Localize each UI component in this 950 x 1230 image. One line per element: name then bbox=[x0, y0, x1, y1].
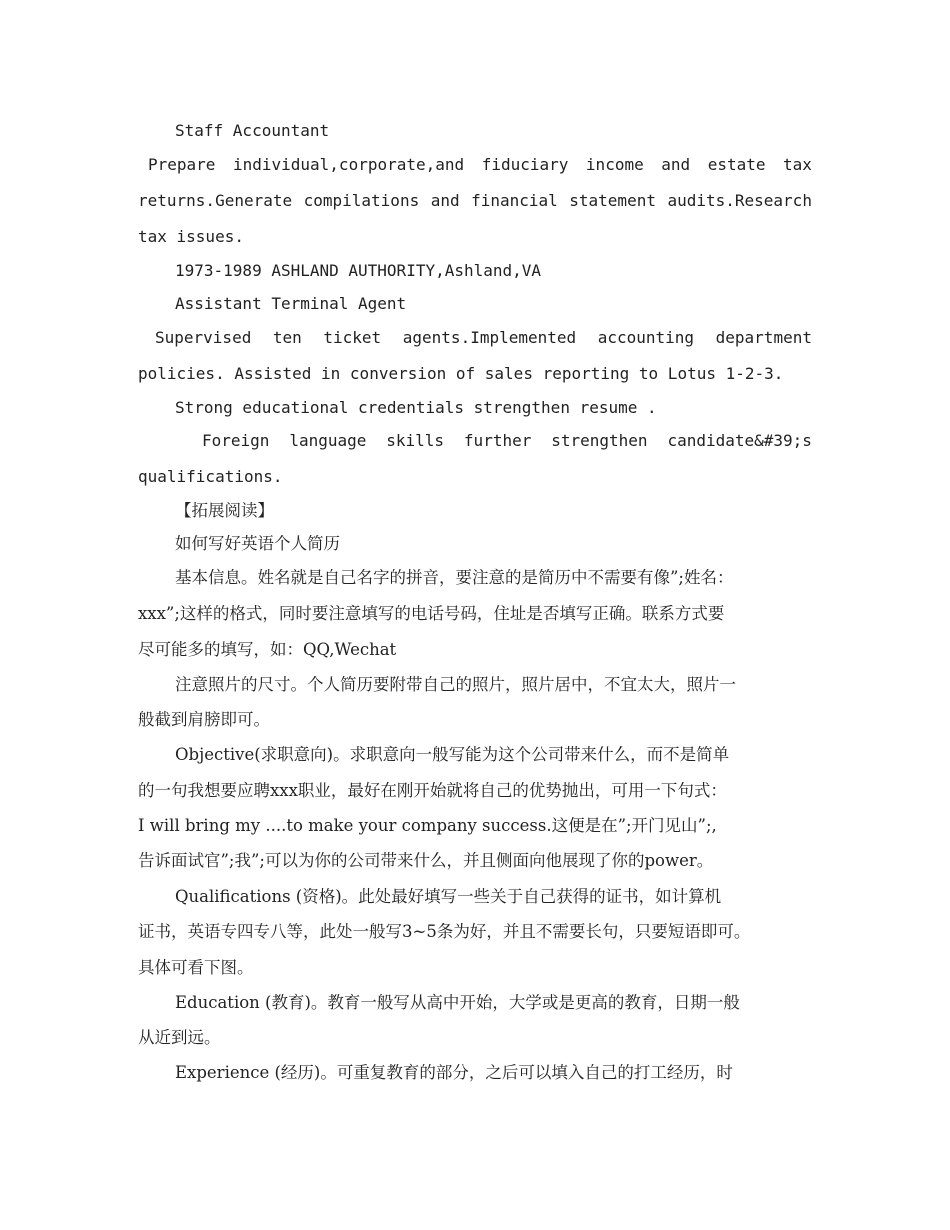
word: compilations bbox=[303, 191, 420, 210]
word: agents.Implemented bbox=[402, 328, 577, 347]
word: tax bbox=[783, 155, 812, 174]
paragraph-line: 基本信息。姓名就是自己名字的拼音，要注意的是简历中不需要有像”;姓名： bbox=[175, 568, 734, 587]
paragraph-line: 告诉面试官”;我”;可以为你的公司带来什么，并且侧面向他展现了你的power。 bbox=[138, 851, 714, 870]
paragraph-line: 证书，英语专四专八等，此处一般写3~5条为好，并且不需要长句，只要短语即可。 bbox=[138, 922, 751, 941]
paragraph-line bbox=[138, 157, 812, 173]
section-heading: 【拓展阅读】 bbox=[175, 501, 274, 520]
paragraph-line: 从近到远。 bbox=[138, 1028, 221, 1047]
word: income bbox=[585, 155, 644, 174]
word: statement bbox=[569, 191, 656, 210]
word: financial bbox=[471, 191, 558, 210]
word: and bbox=[661, 155, 691, 174]
word: candidate&#39;s bbox=[667, 431, 812, 450]
word: skills bbox=[386, 431, 445, 450]
paragraph-line bbox=[138, 330, 812, 346]
paragraph-line: Experience (经历)。可重复教育的部分，之后可以填入自己的打工经历，时 bbox=[175, 1063, 733, 1082]
paragraph-line: Strong educational credentials strengthen resume . bbox=[175, 398, 657, 417]
paragraph-line bbox=[138, 193, 812, 209]
paragraph-line: Education (教育)。教育一般写从高中开始，大学或是更高的教育，日期一般 bbox=[175, 993, 740, 1012]
paragraph-line bbox=[138, 433, 812, 449]
paragraph-line: Objective(求职意向)。求职意向一般写能为这个公司带来什么，而不是简单 bbox=[175, 745, 730, 764]
paragraph-line: qualifications. bbox=[138, 467, 283, 486]
job-title-staff-accountant: Staff Accountant bbox=[175, 121, 330, 140]
word: individual,corporate,and bbox=[232, 155, 465, 174]
paragraph-line: policies. Assisted in conversion of sales reporting to Lotus 1-2-3. bbox=[138, 364, 784, 383]
word: estate bbox=[707, 155, 766, 174]
word: language bbox=[289, 431, 367, 450]
word: ten bbox=[272, 328, 302, 347]
paragraph-line: tax issues. bbox=[138, 227, 244, 246]
paragraph-line: I will bring my ....to make your company success.这便是在”;开门见山”;, bbox=[138, 816, 717, 835]
paragraph-line: 的一句我想要应聘xxx职业，最好在刚开始就将自己的优势抛出，可用一下句式： bbox=[138, 781, 727, 800]
paragraph-line: Qualifications (资格)。此处最好填写一些关于自己获得的证书，如计算机 bbox=[175, 887, 722, 906]
job-title-assistant-terminal-agent: Assistant Terminal Agent bbox=[175, 294, 407, 313]
paragraph-line: 具体可看下图。 bbox=[138, 958, 254, 977]
word: department bbox=[715, 328, 812, 347]
paragraph-line: 般截到肩膀即可。 bbox=[138, 710, 270, 729]
word: accounting bbox=[597, 328, 695, 347]
employment-heading: 1973-1989 ASHLAND AUTHORITY,Ashland,VA bbox=[175, 261, 542, 280]
word: returns.Generate bbox=[138, 191, 293, 210]
word: and bbox=[430, 191, 460, 210]
word: further bbox=[463, 431, 532, 450]
paragraph-line: 注意照片的尺寸。个人简历要附带自己的照片，照片居中，不宜太大，照片一 bbox=[175, 675, 736, 694]
word: fiduciary bbox=[481, 155, 569, 174]
word: strengthen bbox=[551, 431, 648, 450]
article-title: 如何写好英语个人简历 bbox=[175, 534, 340, 553]
word: Prepare bbox=[148, 155, 216, 174]
word: Foreign bbox=[202, 431, 270, 450]
word: audits.Research bbox=[667, 191, 812, 210]
paragraph-line: 尽可能多的填写，如：QQ,Wechat bbox=[138, 640, 397, 659]
word: Supervised bbox=[155, 328, 252, 347]
paragraph-line: xxx”;这样的格式，同时要注意填写的电话号码，住址是否填写正确。联系方式要 bbox=[138, 604, 725, 623]
word: ticket bbox=[323, 328, 382, 347]
